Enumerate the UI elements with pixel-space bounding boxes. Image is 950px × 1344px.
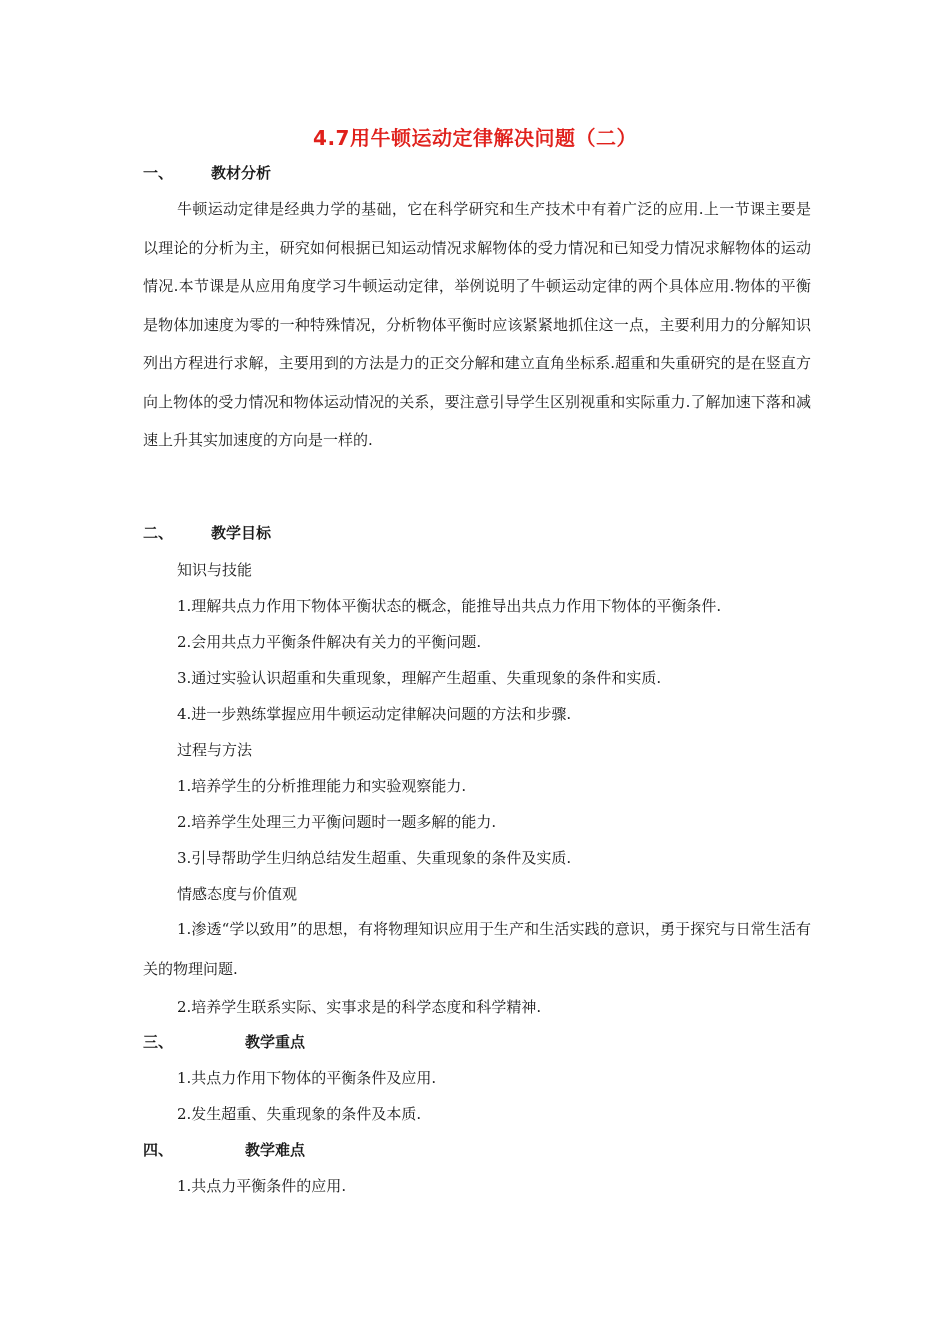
section-number: 二、 [143, 524, 174, 542]
list-item: 1.理解共点力作用下物体平衡状态的概念，能推导出共点力作用下物体的平衡条件. [177, 597, 722, 615]
list-item: 2.会用共点力平衡条件解决有关力的平衡问题. [177, 633, 482, 651]
group-label: 过程与方法 [177, 741, 253, 759]
section-heading-3 [143, 1032, 306, 1052]
section-title: 教学难点 [245, 1141, 306, 1159]
list-item: 2.发生超重、失重现象的条件及本质. [177, 1105, 422, 1123]
section-title: 教材分析 [211, 164, 272, 182]
list-item: 1.共点力作用下物体的平衡条件及应用. [177, 1069, 437, 1087]
list-item: 1.培养学生的分析推理能力和实验观察能力. [177, 777, 467, 795]
list-item: 1.共点力平衡条件的应用. [177, 1177, 347, 1195]
list-item: 2.培养学生联系实际、实事求是的科学态度和科学精神. [177, 998, 542, 1016]
group-label: 情感态度与价值观 [177, 885, 298, 903]
section-title: 教学目标 [211, 524, 272, 542]
list-item: 1.渗透“学以致用”的思想，有将物理知识应用于生产和生活实践的意识，勇于探究与日常生活有关的物理问题. [143, 920, 811, 978]
section-heading-1 [143, 163, 272, 183]
list-item: 4.进一步熟练掌握应用牛顿运动定律解决问题的方法和步骤. [177, 705, 572, 723]
list-item: 3.引导帮助学生归纳总结发生超重、失重现象的条件及实质. [177, 849, 572, 867]
section-paragraph: 牛顿运动定律是经典力学的基础，它在科学研究和生产技术中有着广泛的应用.上一节课主要是以理论的分析为主，研究如何根据已知运动情况求解物体的受力情况和已知受力情况求解物体的运动情况.本节课是从应用角度学习牛顿运动定律，举例说明了牛顿运动定律的两个具体应用.物体的平衡是物体加速度为零的一种特殊情况，分析物体平衡时应该紧紧地抓住这一点，主要利用力的分解知识列出方程进行求解，主要用到的方法是力的正交分解和建立直角坐标系.超重和失重研究的是在竖直方向上物体的受力情况和物体运动情况的关系，要注意引导学生区别视重和实际重力.了解加速下落和减速上升其实加速度的方向是一样的. [143, 200, 811, 449]
section-title: 教学重点 [245, 1033, 306, 1051]
section-number: 四、 [143, 1141, 174, 1159]
group-label: 知识与技能 [177, 561, 253, 579]
list-item: 2.培养学生处理三力平衡问题时一题多解的能力. [177, 813, 497, 831]
list-item: 3.通过实验认识超重和失重现象，理解产生超重、失重现象的条件和实质. [177, 669, 662, 687]
document-title: 4.7用牛顿运动定律解决问题（二） [313, 126, 637, 150]
section-heading-4 [143, 1140, 306, 1160]
section-number: 一、 [143, 164, 174, 182]
section-heading-2 [143, 523, 272, 543]
section-number: 三、 [143, 1033, 174, 1051]
